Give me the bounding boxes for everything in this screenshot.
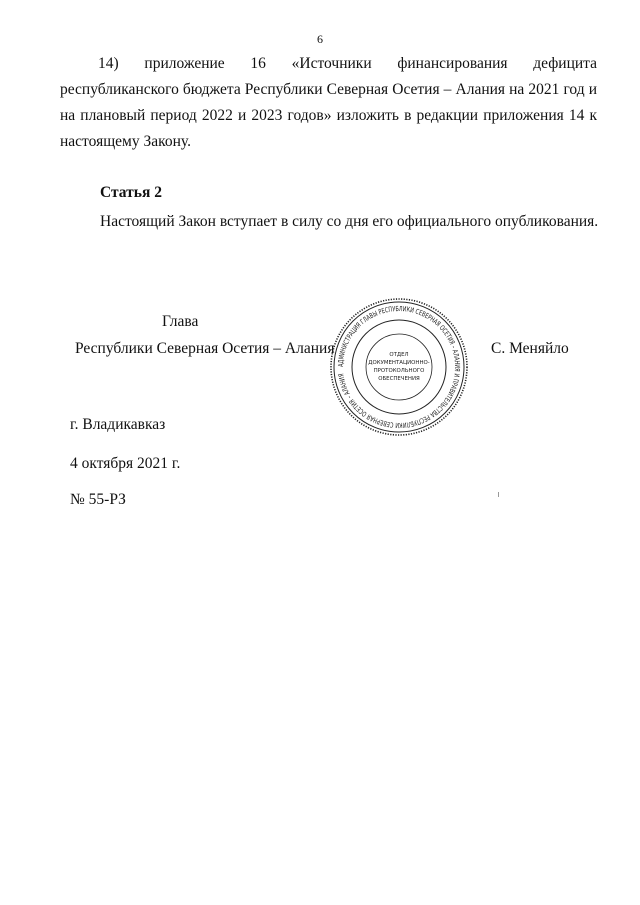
place-of-signing: г. Владикавказ bbox=[70, 416, 166, 433]
seal-ring-text: АДМИНИСТРАЦИЯ ГЛАВЫ РЕСПУБЛИКИ СЕВЕРНАЯ ОСЕТИЯ – АЛАНИЯ И ПРАВИТЕЛЬСТВА РЕСПУБЛИКИ СЕВЕРНАЯ ОСЕТИЯ – АЛАНИЯ bbox=[336, 304, 462, 430]
article-heading: Статья 2 bbox=[100, 184, 162, 201]
official-seal bbox=[329, 297, 469, 437]
amendment-line: настоящему Закону. bbox=[60, 133, 191, 150]
signatory-organization: Республики Северная Осетия – Алания bbox=[75, 340, 335, 357]
signatory-name: С. Меняйло bbox=[491, 340, 569, 357]
article-text: Настоящий Закон вступает в силу со дня его официального опубликования. bbox=[100, 213, 599, 230]
signatory-title: Глава bbox=[162, 313, 199, 330]
page-number: 6 bbox=[317, 32, 323, 46]
signing-date: 4 октября 2021 г. bbox=[70, 455, 181, 472]
scan-speck bbox=[498, 492, 499, 497]
seal-center-line: ОБЕСПЕЧЕНИЯ bbox=[378, 376, 420, 382]
seal-center-line: ПРОТОКОЛЬНОГО bbox=[373, 368, 425, 374]
seal-center-line: ДОКУМЕНТАЦИОННО- bbox=[368, 360, 430, 366]
seal-center-line: ОТДЕЛ bbox=[389, 352, 409, 358]
amendment-line: 14) приложение 16 «Источники финансирования дефицита bbox=[98, 55, 597, 72]
law-number: № 55-РЗ bbox=[70, 491, 126, 508]
amendment-line: на плановый период 2022 и 2023 годов» изложить в редакции приложения 14 к bbox=[60, 107, 597, 124]
amendment-line: республиканского бюджета Республики Северная Осетия – Алания на 2021 год и bbox=[60, 81, 597, 98]
amendment-paragraph bbox=[60, 51, 597, 155]
